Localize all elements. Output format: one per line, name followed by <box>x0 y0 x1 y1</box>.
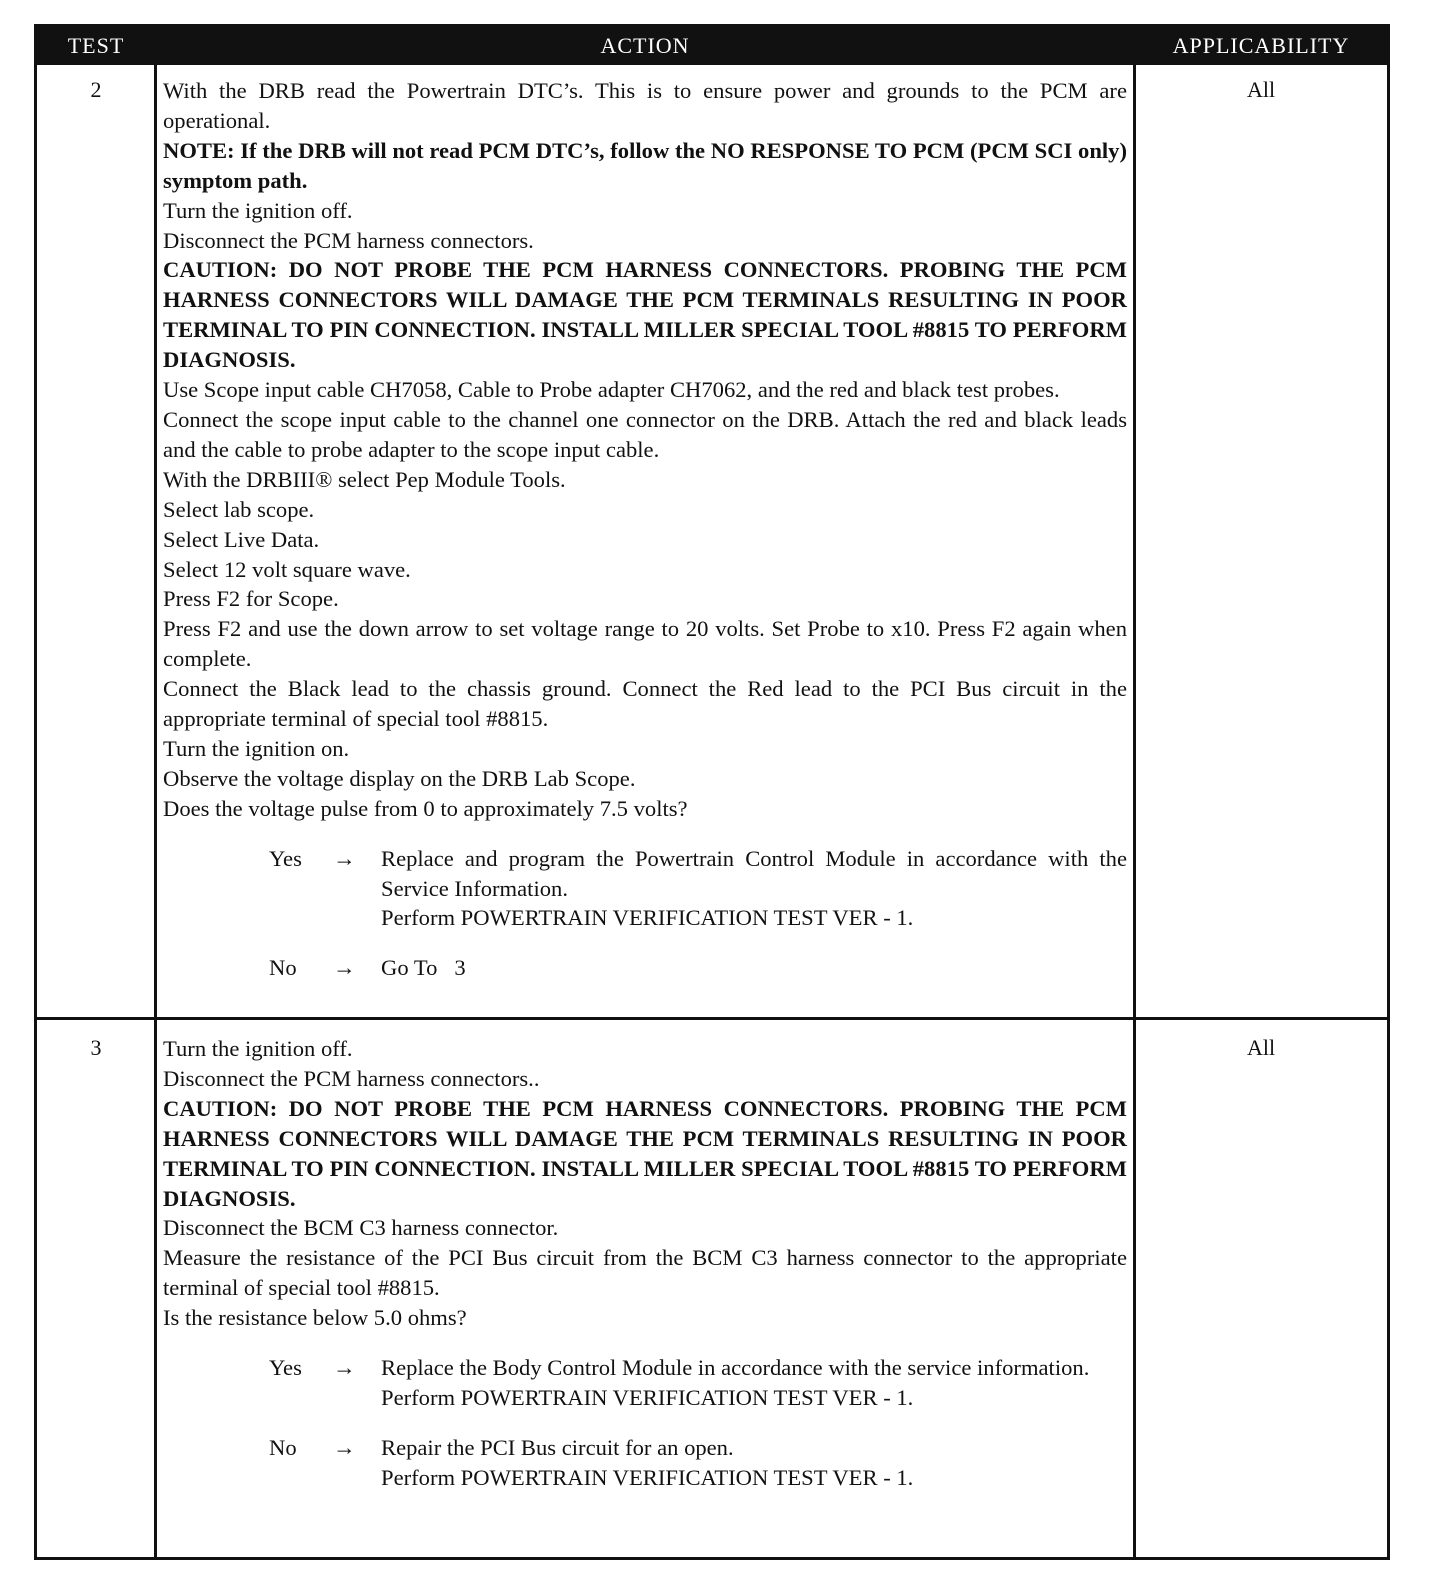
action-line: Observe the voltage display on the DRB Lab Scope. <box>163 765 636 791</box>
no-result <box>163 953 1127 983</box>
action-line: Use Scope input cable CH7058, Cable to Probe adapter CH7062, and the red and black test probes. <box>163 377 1060 403</box>
applicability-value: All <box>1246 77 1276 102</box>
action-line: Measure the resistance of the PCI Bus circuit from the BCM C3 harness connector to the appropriate terminal of special tool #8815. <box>163 1245 1127 1301</box>
result-text: Repair the PCI Bus circuit for an open. <box>381 1434 734 1460</box>
right-arrow-icon: → <box>333 1355 356 1381</box>
action-line: Connect the Black lead to the chassis ground. Connect the Red lead to the PCI Bus circuit in the appropriate terminal of special tool #8815. <box>163 676 1127 732</box>
header-action: ACTION <box>600 33 690 58</box>
action-line: Press F2 and use the down arrow to set voltage range to 20 volts. Set Probe to x10. Press F2 again when complete. <box>163 616 1127 672</box>
result-text: Replace and program the Powertrain Control Module in accordance with the Service Information. <box>381 845 1127 901</box>
action-line: Disconnect the BCM C3 harness connector. <box>163 1215 559 1241</box>
no-result <box>163 1433 1127 1493</box>
action-line: Does the voltage pulse from 0 to approximately 7.5 volts? <box>163 795 688 821</box>
test-number: 2 <box>90 77 102 102</box>
action-line: Turn the ignition off. <box>163 1036 353 1061</box>
result-text: Perform POWERTRAIN VERIFICATION TEST VER - 1. <box>381 1384 914 1410</box>
action-line: Turn the ignition off. <box>163 197 353 223</box>
right-arrow-icon: → <box>333 845 356 871</box>
yes-result <box>163 844 1127 934</box>
action-line: Select lab scope. <box>163 496 315 522</box>
diagnostic-test-table <box>34 24 1390 1560</box>
applicability-value: All <box>1246 1035 1276 1060</box>
result-text: Replace the Body Control Module in accordance with the service information. <box>381 1355 1090 1381</box>
action-line: Connect the scope input cable to the channel one connector on the DRB. Attach the red and black leads and the cable to probe adapter to the scope input cable. <box>163 406 1127 462</box>
right-arrow-icon: → <box>333 955 356 981</box>
action-line: Disconnect the PCM harness connectors. <box>163 227 534 253</box>
action-line: With the DRBIII® select Pep Module Tools. <box>163 466 566 492</box>
action-line: With the DRB read the Powertrain DTC’s. This is to ensure power and grounds to the PCM are operational. <box>163 78 1127 133</box>
action-cell <box>163 1034 1127 1493</box>
column-divider-applicability <box>1133 65 1136 1557</box>
action-line: Disconnect the PCM harness connectors.. <box>163 1065 540 1091</box>
action-line: Select Live Data. <box>163 526 320 552</box>
header-test: TEST <box>67 33 125 58</box>
result-text: Perform POWERTRAIN VERIFICATION TEST VER - 1. <box>381 905 914 931</box>
caution-text: CAUTION: DO NOT PROBE THE PCM HARNESS CONNECTORS. PROBING THE PCM HARNESS CONNECTORS WILL DAMAGE THE PCM TERMINALS RESULTING IN POOR TERMINAL TO PIN CONNECTION. INSTALL MILLER SPECIAL TOOL #8815 TO PERFORM DIAGNOSIS. <box>163 1095 1127 1211</box>
action-line: Select 12 volt square wave. <box>163 556 411 582</box>
caution-text: CAUTION: DO NOT PROBE THE PCM HARNESS CONNECTORS. PROBING THE PCM HARNESS CONNECTORS WILL DAMAGE THE PCM TERMINALS RESULTING IN POOR TERMINAL TO PIN CONNECTION. INSTALL MILLER SPECIAL TOOL #8815 TO PERFORM DIAGNOSIS. <box>163 257 1127 373</box>
action-line: Turn the ignition on. <box>163 735 350 761</box>
result-text: Perform POWERTRAIN VERIFICATION TEST VER - 1. <box>381 1464 914 1490</box>
header-applicability: APPLICABILITY <box>1172 33 1350 58</box>
column-divider-test <box>154 65 157 1557</box>
no-label: No <box>269 1434 297 1460</box>
action-line: Press F2 for Scope. <box>163 586 339 612</box>
yes-label: Yes <box>269 845 302 871</box>
table-header <box>37 27 1387 65</box>
right-arrow-icon: → <box>333 1434 356 1460</box>
result-text: Go To 3 <box>381 955 466 981</box>
action-cell <box>163 76 1127 983</box>
note-text: NOTE: If the DRB will not read PCM DTC’s, follow the NO RESPONSE TO PCM (PCM SCI only) symptom path. <box>163 137 1127 193</box>
no-label: No <box>269 955 297 981</box>
yes-result <box>163 1353 1127 1413</box>
test-number: 3 <box>90 1035 102 1060</box>
row-divider <box>37 1017 1387 1020</box>
action-line: Is the resistance below 5.0 ohms? <box>163 1305 467 1331</box>
yes-label: Yes <box>269 1355 302 1381</box>
